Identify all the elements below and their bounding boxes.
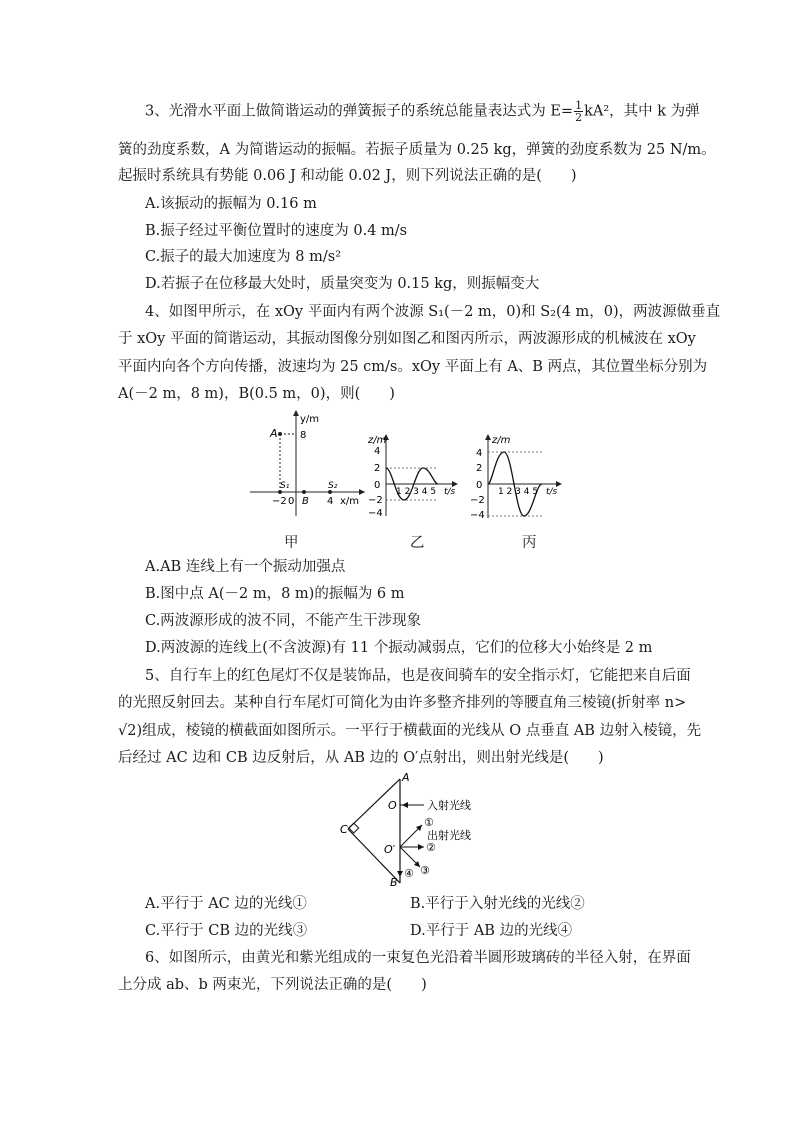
- y-axis-label: z/m: [368, 435, 387, 446]
- exit-ray-label: 出射光线: [427, 829, 471, 842]
- q3-line-1: 3、光滑水平面上做简谐运动的弹簧振子的系统总能量表达式为 E= $\frac{1}{2}$ kA²，其中 k 为弹: [145, 99, 700, 124]
- caption-bing: 丙: [522, 535, 537, 551]
- tick-2: 2: [476, 463, 483, 474]
- tick-neg4: −4: [368, 508, 383, 519]
- s1-label: S₁: [280, 481, 290, 491]
- tick-neg2: −2: [470, 495, 485, 506]
- origin-label: 0: [288, 496, 295, 507]
- q4-option-b: B.图中点 A(－2 m，8 m)的振幅为 6 m: [145, 586, 405, 602]
- x-axis-label: x/m: [340, 496, 360, 507]
- point-o-prime-label: O′: [384, 843, 396, 856]
- caption-yi: 乙: [410, 535, 425, 551]
- x-tick-4: 4: [327, 496, 334, 507]
- figure-bing: [468, 432, 568, 520]
- q4-option-d: D.两波源的连线上(不含波源)有 11 个振动减弱点，它们的位移大小始终是 2 m: [145, 640, 653, 656]
- point-o-label: O: [388, 799, 397, 812]
- q5-option-b: B.平行于入射光线的光线②: [410, 896, 585, 912]
- circle-1: ①: [424, 816, 434, 829]
- tick-neg4: −4: [470, 510, 485, 520]
- tick-4: 4: [374, 446, 381, 457]
- y-axis-label: y/m: [300, 414, 320, 425]
- s2-label: S₂: [328, 481, 338, 491]
- y-tick-8: 8: [300, 430, 307, 441]
- q3-option-d: D.若振子在位移最大处时，质量突变为 0.15 kg，则振幅变大: [145, 276, 540, 292]
- y-axis-label: z/m: [492, 435, 511, 446]
- q3-option-b: B.振子经过平衡位置时的速度为 0.4 m/s: [145, 223, 408, 239]
- vertex-a-label: A: [402, 773, 410, 784]
- q5-option-c: C.平行于 CB 边的光线③: [145, 923, 308, 939]
- x-axis-label: t/s: [444, 487, 456, 497]
- q5-option-a: A.平行于 AC 边的光线①: [145, 896, 307, 912]
- fraction: $\frac{1}{2}$: [575, 99, 583, 124]
- caption-jia: 甲: [284, 535, 299, 551]
- tick-2: 2: [374, 463, 381, 474]
- circle-2: ②: [426, 841, 436, 854]
- incident-ray-label: 入射光线: [427, 799, 471, 812]
- q4-option-c: C.两波源形成的波不同，不能产生干涉现象: [145, 613, 422, 629]
- q5-line-1: 5、自行车上的红色尾灯不仅是装饰品，也是夜间骑车的安全指示灯，它能把来自后面: [145, 668, 691, 684]
- circle-4: ④: [404, 867, 414, 880]
- q4-line-1: 4、如图甲所示，在 xOy 平面内有两个波源 S₁(－2 m，0)和 S₂(4 m，0)，两波源做垂直: [145, 304, 721, 320]
- tick-4: 4: [476, 448, 483, 459]
- q4-option-a: A.AB 连线上有一个振动加强点: [145, 559, 346, 575]
- figure-yi: [368, 432, 463, 520]
- q3-option-c: C.振子的最大加速度为 8 m/s²: [145, 249, 342, 265]
- q5-line-2: 的光照反射回去。某种自行车尾灯可简化为由许多整齐排列的等腰直角三棱镜(折射率 n>: [118, 695, 687, 711]
- q5-option-d: D.平行于 AB 边的光线④: [410, 923, 573, 939]
- q4-line-4: A(－2 m，8 m)，B(0.5 m，0)，则( ): [118, 386, 395, 402]
- vertex-c-label: C: [340, 823, 348, 836]
- q6-line-1: 6、如图所示，由黄光和紫光组成的一束复色光沿着半圆形玻璃砖的半径入射，在界面: [145, 950, 691, 966]
- tick-0: 0: [374, 480, 381, 491]
- t-ticks: 1 2 3 4 5: [396, 487, 437, 497]
- x-tick-neg2: −2: [272, 496, 287, 507]
- q5-line-3: √2)组成，棱镜的横截面如图所示。一平行于横截面的光线从 O 点垂直 AB 边射入棱镜，先: [118, 723, 702, 739]
- point-a-label: A: [270, 427, 278, 440]
- point-b-label: B: [302, 496, 309, 507]
- q5-line-4: 后经过 AC 边和 CB 边反射后，从 AB 边的 O′点射出，则出射光线是( ): [118, 750, 604, 766]
- tick-0: 0: [476, 480, 483, 491]
- q6-line-2: 上分成 ab、b 两束光，下列说法正确的是( ): [118, 977, 427, 993]
- circle-3: ③: [420, 864, 430, 877]
- t-ticks: 1 2 3 4 5: [498, 487, 539, 497]
- vertex-b-label: B: [390, 876, 398, 888]
- q4-line-3: 平面内向各个方向传播，波速均为 25 cm/s。xOy 平面上有 A、B 两点，其位置坐标分别为: [118, 359, 708, 375]
- figure-jia: [250, 408, 370, 518]
- figure-prism: [340, 773, 510, 888]
- q3-option-a: A.该振动的振幅为 0.16 m: [145, 196, 317, 212]
- x-axis-label: t/s: [546, 487, 558, 497]
- q4-line-2: 于 xOy 平面的简谐运动，其振动图像分别如图乙和图丙所示，两波源形成的机械波在 xOy: [118, 331, 696, 347]
- q3-line-3: 起振时系统具有势能 0.06 J 和动能 0.02 J，则下列说法正确的是( ): [118, 168, 577, 184]
- q3-line-2: 簧的劲度系数，A 为简谐运动的振幅。若振子质量为 0.25 kg，弹簧的劲度系数为 25 N/m。: [118, 142, 716, 158]
- tick-neg2: −2: [368, 495, 383, 506]
